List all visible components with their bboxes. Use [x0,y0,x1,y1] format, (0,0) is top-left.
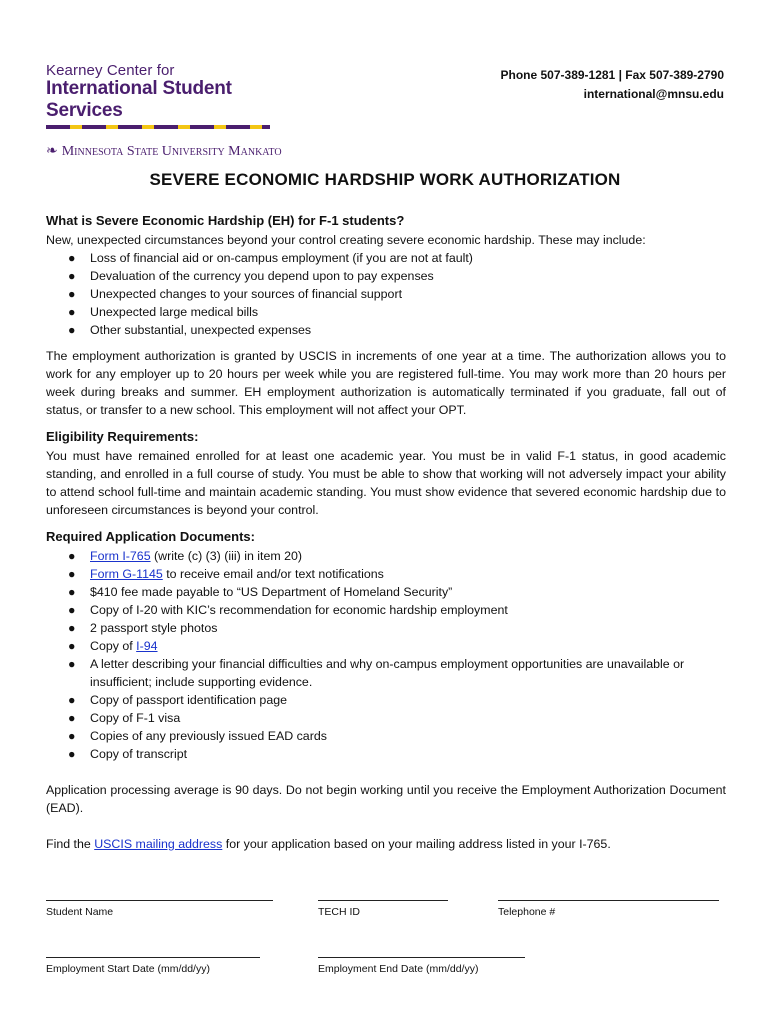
student-name-label: Student Name [46,906,114,918]
logo-line2: International Student Services [46,78,232,121]
list-item: ● 2 passport style photos [68,621,218,635]
list-item: ● A letter describing your financial difficulties and why on-campus employment opportunities are unavailable or insufficient; include supporting evidence. [68,657,685,689]
list-item: ● Loss of financial aid or on-campus employment (if you are not at fault) [68,251,473,265]
end-date-field[interactable] [318,957,525,975]
i94-link[interactable]: I-94 [136,639,158,653]
what-intro: New, unexpected circumstances beyond your control creating severe economic hardship. These may include: [46,233,646,247]
hardship-list [46,249,726,339]
contact-block [501,66,725,104]
document-body [46,211,726,853]
list-item: ● Form I-765 (write (c) (3) (iii) in item 20) [68,549,303,563]
eligibility-heading: Eligibility Requirements: [46,429,199,444]
university-logo [46,143,286,160]
logo-line1: Kearney Center for [46,62,175,79]
page-title: SEVERE ECONOMIC HARDSHIP WORK AUTHORIZATION [149,170,621,189]
student-name-field[interactable] [46,900,273,918]
list-item: ● Form G-1145 to receive email and/or text notifications [68,567,384,581]
logo-stripe [46,125,270,129]
kearney-center-logo [46,62,286,160]
start-date-label: Employment Start Date (mm/dd/yy) [46,963,210,975]
list-item: ● $410 fee made payable to “US Department of Homeland Security” [68,585,453,599]
list-item: ● Unexpected changes to your sources of financial support [68,287,403,301]
list-item: ● Copy of passport identification page [68,693,287,707]
end-date-label: Employment End Date (mm/dd/yy) [318,963,479,975]
telephone-label: Telephone # [498,906,556,918]
list-item: ● Unexpected large medical bills [68,305,259,319]
university-name: Minnesota State University Mankato [61,143,282,159]
tech-id-field[interactable] [318,900,448,918]
form-g1145-link[interactable]: Form G-1145 [90,567,163,581]
list-item: ● Copy of I-94 [68,639,158,653]
tech-id-label: TECH ID [318,906,360,918]
eligibility-paragraph: You must have remained enrolled for at least one academic year. You must be in valid F-1 status, in good academic standing, and enrolled in a full course of study. You must be able to show that working will not adversely impact your ability to attend school full-time and maintain academic standing. You must show evidence that severed economic hardship due to unforeseen circumstances is beyond your control. [46,449,726,517]
start-date-field[interactable] [46,957,260,975]
processing-paragraph: Application processing average is 90 days. Do not begin working until you receive the Employment Authorization Document (EAD). [46,783,726,815]
email-address: international@mnsu.edu [583,87,724,101]
uscis-mailing-address-link[interactable]: USCIS mailing address [94,837,223,851]
list-item: ● Copy of I-20 with KIC’s recommendation for economic hardship employment [68,603,508,617]
documents-list [46,547,726,763]
authorization-paragraph: The employment authorization is granted by USCIS in increments of one year at a time. The authorization allows you to work for any employer up to 20 hours per week while you are registered full-time. You may work more than 20 hours per week during breaks and summer. EH employment authorization is automatically terminated if you graduate, fall out of status, or transfer to a new school. This employment will not affect your OPT. [46,349,726,417]
form-i765-link[interactable]: Form I-765 [90,549,151,563]
list-item: ● Other substantial, unexpected expenses [68,323,312,337]
list-item: ● Devaluation of the currency you depend upon to pay expenses [68,269,434,283]
telephone-field[interactable] [498,900,719,918]
flame-mark-icon: ❧ [46,144,58,159]
what-heading: What is Severe Economic Hardship (EH) for F-1 students? [46,213,405,228]
list-item: ● Copies of any previously issued EAD cards [68,729,327,743]
documents-heading: Required Application Documents: [46,529,255,544]
list-item: ● Copy of transcript [68,747,188,761]
list-item: ● Copy of F-1 visa [68,711,181,725]
phone-fax: Phone 507-389-1281 | Fax 507-389-2790 [500,68,724,82]
mailing-address-paragraph: Find the USCIS mailing address for your application based on your mailing address listed in your I-765. [46,837,611,851]
